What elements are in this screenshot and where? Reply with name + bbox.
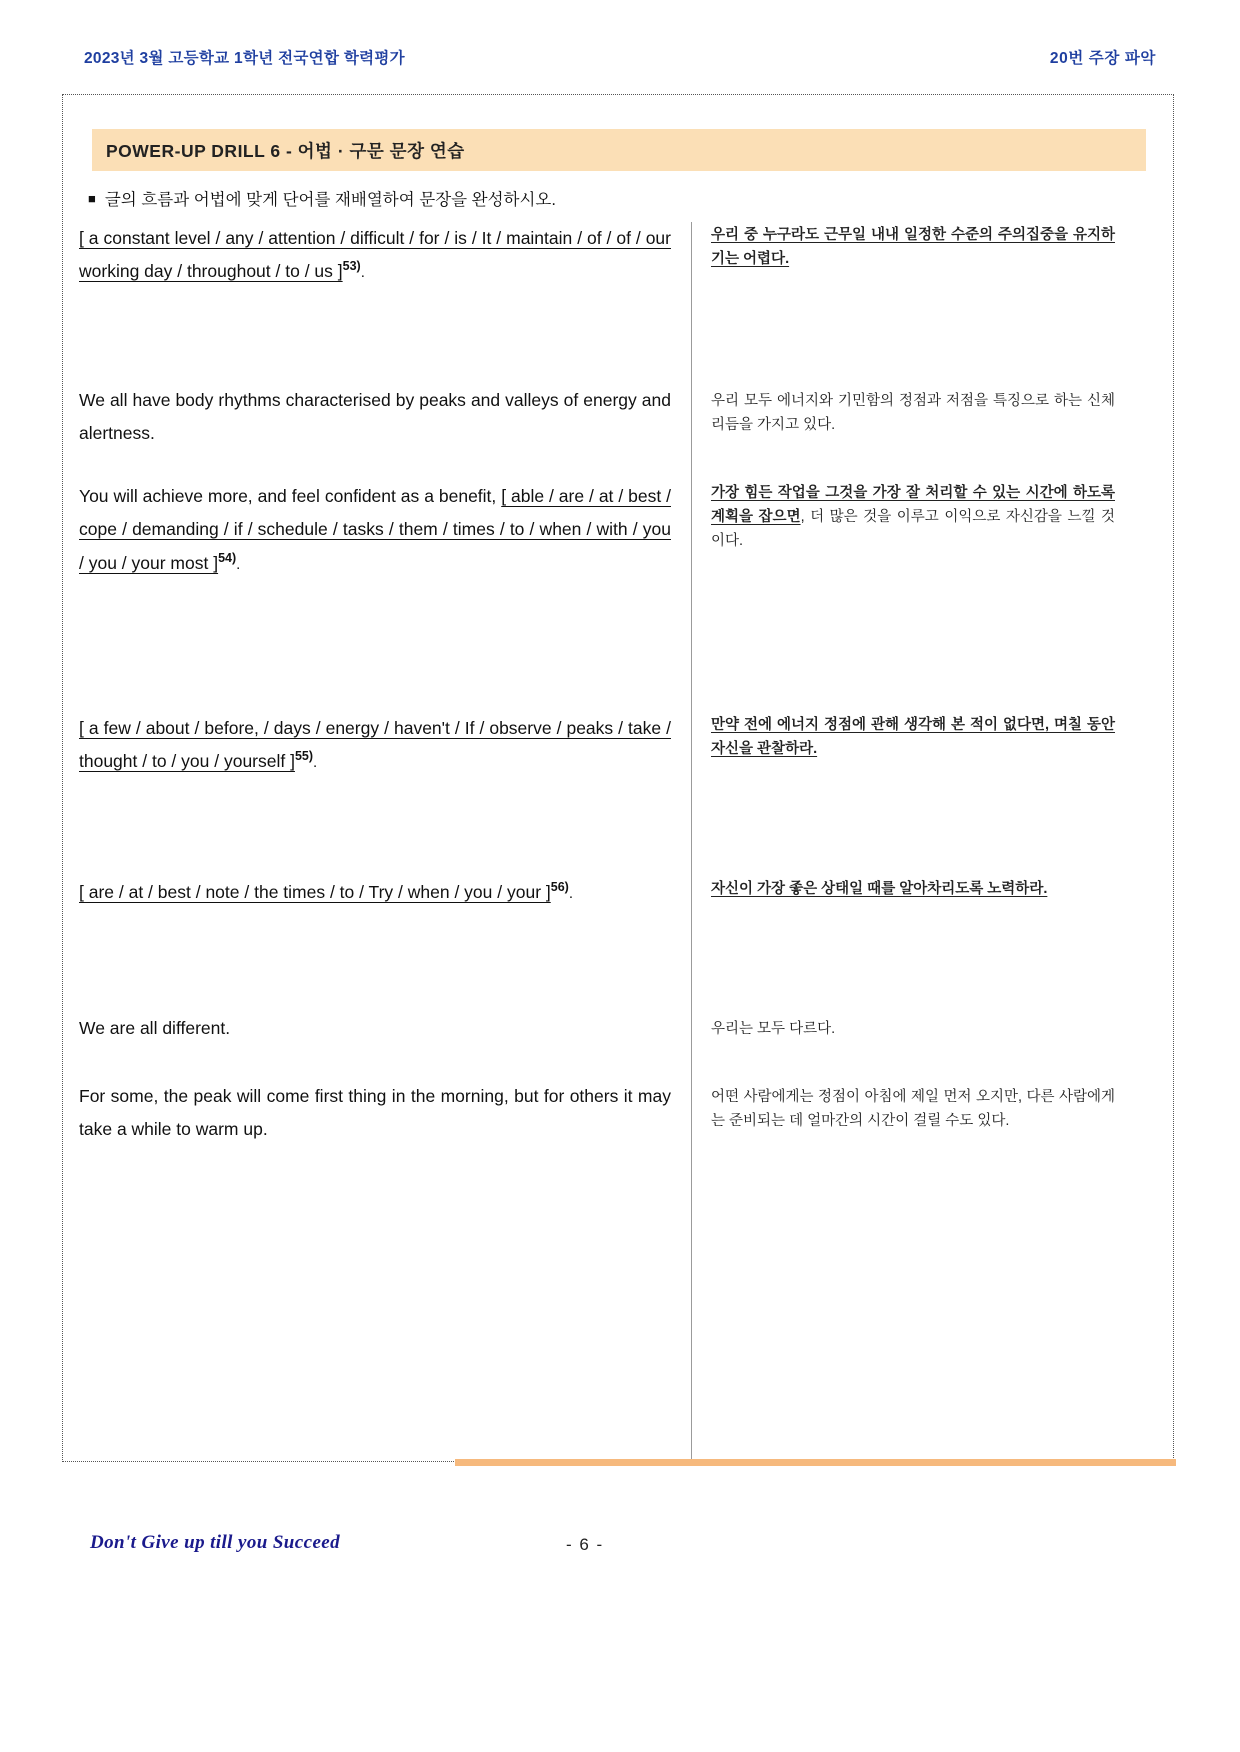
item-number: 55) <box>294 749 314 764</box>
instruction-text: 글의 흐름과 어법에 맞게 단어를 재배열하여 문장을 완성하시오. <box>104 191 556 209</box>
header-exam-title: 2023년 3월 고등학교 1학년 전국연합 학력평가 <box>84 50 405 67</box>
korean-translation: 우리 중 누구라도 근무일 내내 일정한 수준의 주의집중을 유지하기는 어렵다. <box>711 227 1115 267</box>
period: . <box>236 555 241 573</box>
period: . <box>313 754 318 772</box>
page-header <box>84 44 1156 70</box>
column-divider <box>691 222 692 1460</box>
english-cell <box>79 480 671 580</box>
korean-cell <box>711 1018 1115 1042</box>
korean-translation: 자신이 가장 좋은 상태일 때를 알아차리도록 노력하라. <box>711 881 1048 897</box>
korean-translation: 어떤 사람에게는 정점이 아침에 제일 먼저 오지만, 다른 사람에게는 준비되는 데 얼마간의 시간이 걸릴 수도 있다. <box>711 1089 1115 1129</box>
english-sentence: We are all different. <box>79 1018 231 1038</box>
scrambled-words: [ able / are / at / best / cope / demanding / if / schedule / tasks / them / times / to / when / with / you / you / your most ] <box>79 486 671 573</box>
footer-motto: Don't Give up till you Succeed <box>90 1532 341 1553</box>
korean-cell <box>711 1086 1115 1134</box>
english-cell <box>79 384 671 451</box>
korean-cell <box>711 482 1115 554</box>
exercise-table <box>79 222 1159 1460</box>
drill-title-text: POWER-UP DRILL 6 - 어법 · 구문 문장 연습 <box>106 140 465 161</box>
header-question-label: 20번 주장 파악 <box>1049 50 1156 67</box>
korean-translation-rest: , 더 많은 것을 이루고 이익으로 자신감을 느낄 것이다. <box>711 508 1115 549</box>
instruction-line <box>88 186 1148 210</box>
english-sentence: For some, the peak will come first thing in the morning, but for others it may take a while to warm up. <box>79 1086 671 1140</box>
korean-translation: 만약 전에 에너지 정점에 관해 생각해 본 적이 없다면, 며칠 동안 자신을 관찰하라. <box>711 717 1115 757</box>
korean-cell <box>711 224 1115 272</box>
korean-cell <box>711 878 1115 902</box>
scrambled-words: [ a constant level / any / attention / difficult / for / is / It / maintain / of / of / our working day / throughout / to / us ] <box>79 228 671 282</box>
scrambled-words: [ are / at / best / note / the times / to / Try / when / you / your ] <box>79 882 551 902</box>
korean-translation: 우리는 모두 다르다. <box>711 1021 836 1037</box>
page-number: - 6 - <box>566 1535 604 1554</box>
item-number: 53) <box>342 259 361 274</box>
korean-translation-emphasis: 가장 힘든 작업을 그것을 가장 잘 처리할 수 있는 시간에 하도록 계획을 잡으면 <box>711 485 1115 525</box>
item-number: 54) <box>218 550 237 565</box>
english-cell <box>79 876 671 909</box>
korean-cell <box>711 714 1115 762</box>
item-number: 56) <box>550 880 569 895</box>
korean-translation: 우리 모두 에너지와 기민함의 정점과 저점을 특징으로 하는 신체 리듬을 가지고 있다. <box>711 393 1115 433</box>
drill-title-bar <box>92 129 1146 171</box>
english-cell <box>79 1080 671 1147</box>
english-sentence: We all have body rhythms characterised by peaks and valleys of energy and alertness. <box>79 390 671 444</box>
english-sentence-lead: You will achieve more, and feel confident as a benefit, <box>79 486 502 506</box>
square-bullet-icon: ■ <box>88 191 96 206</box>
english-cell <box>79 222 671 289</box>
scrambled-words: [ a few / about / before, / days / energy / haven't / If / observe / peaks / take / thought / to / you / yourself ] <box>79 718 671 772</box>
period: . <box>360 264 365 282</box>
english-cell <box>79 1012 671 1045</box>
footer-accent-bar <box>455 1459 1176 1466</box>
english-cell <box>79 712 671 779</box>
period: . <box>568 885 573 902</box>
korean-cell <box>711 390 1115 438</box>
